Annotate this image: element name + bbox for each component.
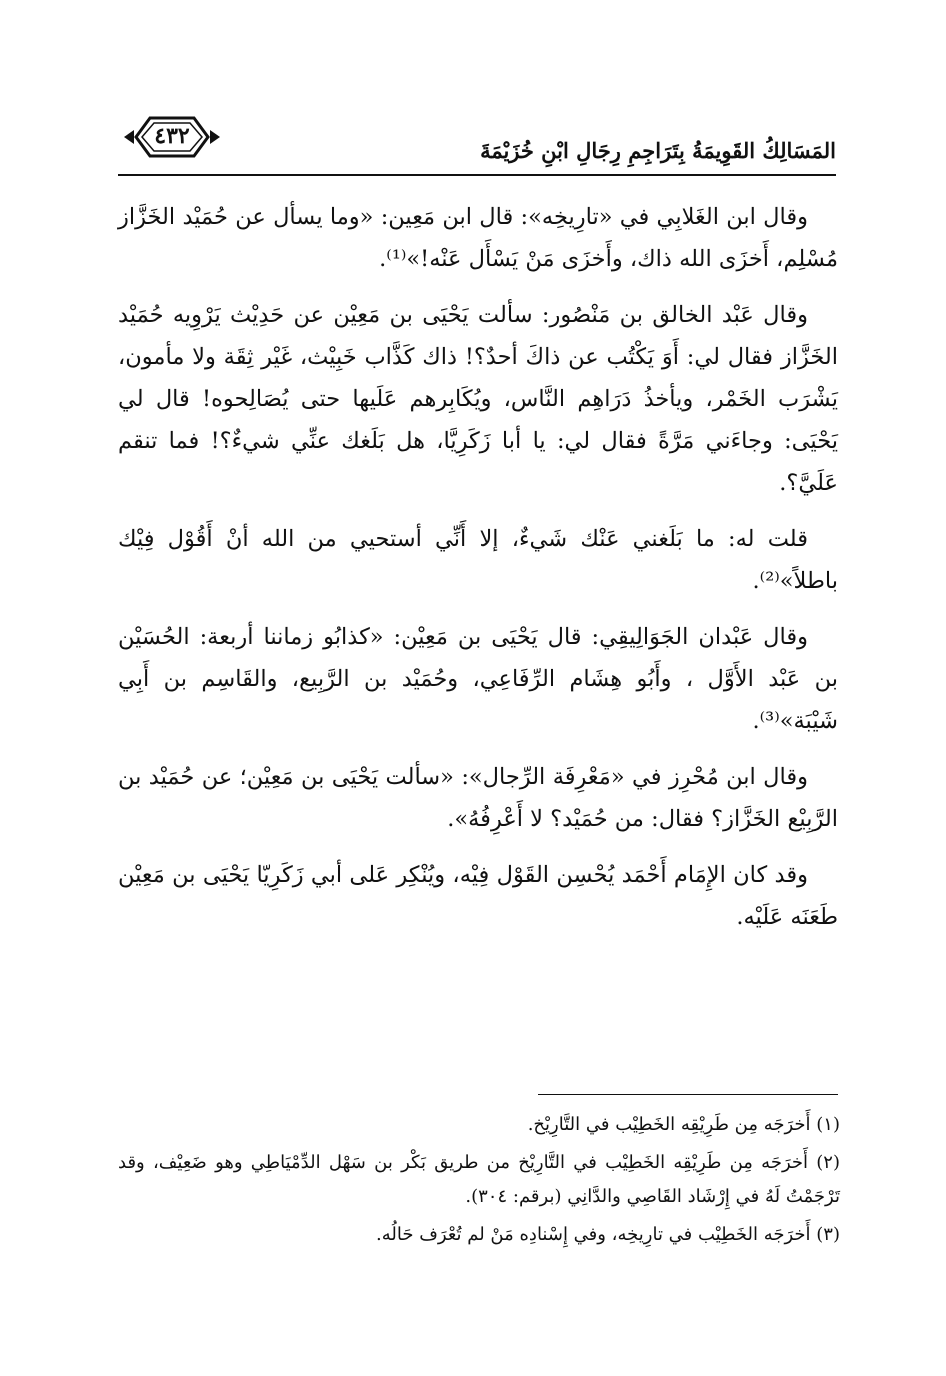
paragraph: وقال عَبْد الخالق بن مَنْصُور: سألت يَحْيَى بن مَعِيْن عن حَدِيْث يَرْوِيه حُمَيْد الخَزَّاز فقال لي: أَوَ يَكْتُب عن ذاكَ أحدٌ؟! ذاك كَذَّاب خَبِيْث، غَيْر ثِقَة ولا مأمون، يَشْرَب الخَمْر، ويأخذُ دَرَاهِم النَّاس، ويُكَابِرهم عَلَيها حتى يُصَالِحوه! قال لي يَحْيَى: وجاءَني مَرَّةً فقال لي: يا أبا زَكَرِيَّا، هل بَلَغك عنِّي شيءٌ؟! فما تنقم عَلَيَّ؟. xyxy=(118,302,838,496)
paragraph: وقال ابن مُحْرِز في «مَعْرِفَة الرِّجال»: «سألت يَحْيَى بن مَعِيْن؛ عن حُمَيْد بن الرَّبِيْع الخَزَّاز؟ فقال: من حُمَيْد؟ لا أَعْرِفُهُ». xyxy=(118,764,838,832)
paragraph: قلت له: ما بَلَغني عَنْك شَيءٌ، إلا أَنِّي أستحيي من الله أنْ أَقُوْل فِيْك باطلاً»⁽²⁾. xyxy=(118,526,838,594)
paragraph: وقد كان الإِمَام أَحْمَد يُحْسِن القَوْل فِيْه، ويُنْكِر عَلى أبي زَكَرِيّا يَحْيَى بن مَعِيْن طَعَنَه عَلَيْه. xyxy=(118,862,838,930)
footnote-divider xyxy=(538,1094,838,1095)
footnote: (٣) أَخرَجَه الخَطِيْب في تارِيخِه، وفي إِسْنادِه مَنْ لم تُعْرَف حَالُه. xyxy=(376,1224,840,1245)
footnote: (٢) أَخرَجَه مِن طَرِيْقِه الخَطِيْب في التَّارِيْخ من طريق بَكْر بن سَهْل الدِّمْيَاطِي وهو ضَعِيْف، وقد تَرْجَمْتُ لَهُ في إِرْشَاد القَاصِي والدَّانِي (برقم: ٣٠٤). xyxy=(118,1152,840,1207)
header-divider xyxy=(118,174,836,176)
footnotes xyxy=(118,1108,840,1256)
page-number-badge xyxy=(122,108,222,166)
page-number: ٤٣٢ xyxy=(154,123,190,149)
running-title: المَسَالِكُ القَوِيمَةُ بِتَرَاجِمِ رِجَالِ ابْنِ خُزَيْمَةَ xyxy=(480,138,836,163)
page-header xyxy=(118,102,836,178)
paragraph: وقال عَبْدان الجَوَالِيقِي: قال يَحْيَى بن مَعِيْن: «كذابُو زماننا أربعة: الحُسَيْن بن عَبْد الأَوَّل ، وأَبُو هِشَام الرِّفَاعِي، وحُمَيْد بن الرَّبِيع، والقَاسِم بن أَبِي شَيْبَة»⁽³⁾. xyxy=(118,624,838,734)
footnote: (١) أَخرَجَه مِن طَرِيْقِه الخَطِيْب في التَّارِيْخ. xyxy=(527,1114,840,1135)
paragraph: وقال ابن الغَلابِي في «تارِيخِه»: قال ابن مَعِين: «وما يسأل عن حُمَيْد الخَزَّاز مُسْلِم، أَخزَى الله ذاك، وأَخزَى مَنْ يَسْأَل عَنْه!»⁽¹⁾. xyxy=(118,204,838,272)
main-text xyxy=(118,196,838,952)
